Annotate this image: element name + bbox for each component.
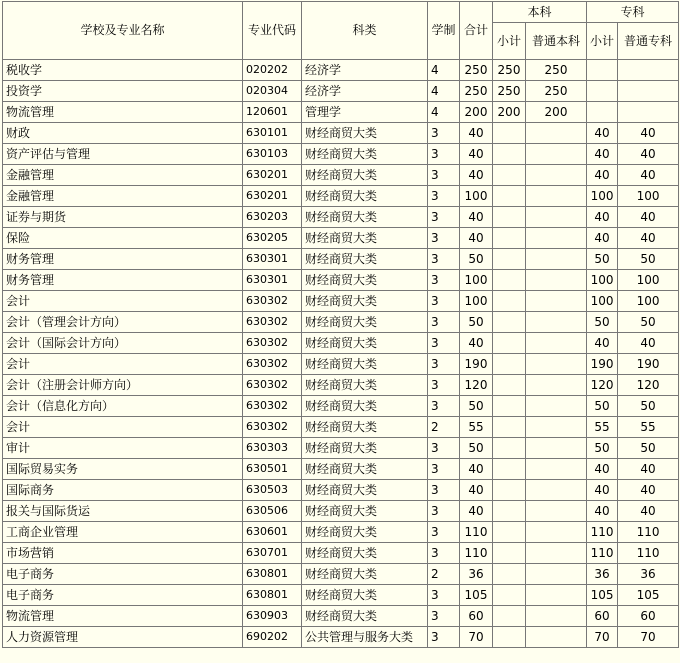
table-row bbox=[3, 543, 679, 564]
cell-total: 100 bbox=[460, 291, 493, 312]
cell-code: 630201 bbox=[243, 186, 302, 207]
cell-associate-regular: 40 bbox=[618, 207, 679, 228]
cell-bachelor-regular bbox=[526, 396, 587, 417]
table-row bbox=[3, 522, 679, 543]
cell-name: 物流管理 bbox=[3, 102, 243, 123]
cell-associate-subtotal bbox=[587, 102, 618, 123]
cell-duration: 3 bbox=[428, 438, 460, 459]
cell-bachelor-subtotal bbox=[493, 543, 526, 564]
cell-associate-regular: 40 bbox=[618, 228, 679, 249]
header-bachelor: 本科 bbox=[493, 2, 587, 23]
cell-associate-subtotal: 40 bbox=[587, 165, 618, 186]
cell-bachelor-subtotal bbox=[493, 627, 526, 648]
cell-duration: 3 bbox=[428, 228, 460, 249]
cell-bachelor-regular bbox=[526, 417, 587, 438]
cell-bachelor-subtotal bbox=[493, 228, 526, 249]
cell-name: 工商企业管理 bbox=[3, 522, 243, 543]
cell-bachelor-subtotal bbox=[493, 354, 526, 375]
cell-bachelor-regular bbox=[526, 249, 587, 270]
cell-total: 50 bbox=[460, 312, 493, 333]
cell-bachelor-subtotal bbox=[493, 564, 526, 585]
cell-bachelor-regular bbox=[526, 144, 587, 165]
cell-bachelor-subtotal: 200 bbox=[493, 102, 526, 123]
cell-duration: 3 bbox=[428, 606, 460, 627]
cell-total: 250 bbox=[460, 60, 493, 81]
cell-associate-subtotal: 40 bbox=[587, 207, 618, 228]
cell-category: 财经商贸大类 bbox=[302, 564, 428, 585]
cell-total: 250 bbox=[460, 81, 493, 102]
cell-code: 120601 bbox=[243, 102, 302, 123]
cell-bachelor-regular bbox=[526, 606, 587, 627]
cell-duration: 2 bbox=[428, 564, 460, 585]
table-row bbox=[3, 459, 679, 480]
cell-code: 020202 bbox=[243, 60, 302, 81]
cell-name: 证券与期货 bbox=[3, 207, 243, 228]
table-row bbox=[3, 102, 679, 123]
cell-associate-subtotal: 50 bbox=[587, 396, 618, 417]
cell-bachelor-subtotal bbox=[493, 270, 526, 291]
table-row bbox=[3, 312, 679, 333]
cell-total: 105 bbox=[460, 585, 493, 606]
cell-duration: 3 bbox=[428, 312, 460, 333]
cell-bachelor-subtotal bbox=[493, 165, 526, 186]
cell-associate-subtotal: 50 bbox=[587, 312, 618, 333]
cell-name: 会计 bbox=[3, 354, 243, 375]
cell-associate-regular: 36 bbox=[618, 564, 679, 585]
cell-name: 会计（国际会计方向） bbox=[3, 333, 243, 354]
cell-code: 630903 bbox=[243, 606, 302, 627]
table-row bbox=[3, 81, 679, 102]
table-row bbox=[3, 354, 679, 375]
cell-associate-subtotal: 105 bbox=[587, 585, 618, 606]
cell-code: 630201 bbox=[243, 165, 302, 186]
cell-category: 财经商贸大类 bbox=[302, 522, 428, 543]
cell-associate-regular bbox=[618, 60, 679, 81]
cell-total: 40 bbox=[460, 501, 493, 522]
cell-code: 630302 bbox=[243, 396, 302, 417]
cell-associate-subtotal: 55 bbox=[587, 417, 618, 438]
cell-associate-subtotal: 60 bbox=[587, 606, 618, 627]
cell-associate-regular: 100 bbox=[618, 270, 679, 291]
cell-category: 管理学 bbox=[302, 102, 428, 123]
cell-total: 100 bbox=[460, 186, 493, 207]
cell-duration: 3 bbox=[428, 333, 460, 354]
cell-bachelor-regular bbox=[526, 501, 587, 522]
cell-bachelor-regular bbox=[526, 480, 587, 501]
cell-total: 60 bbox=[460, 606, 493, 627]
cell-name: 会计 bbox=[3, 291, 243, 312]
cell-duration: 2 bbox=[428, 417, 460, 438]
cell-duration: 3 bbox=[428, 627, 460, 648]
table-row bbox=[3, 585, 679, 606]
cell-code: 630302 bbox=[243, 312, 302, 333]
table-row bbox=[3, 606, 679, 627]
cell-name: 会计（注册会计师方向） bbox=[3, 375, 243, 396]
cell-category: 财经商贸大类 bbox=[302, 396, 428, 417]
cell-total: 50 bbox=[460, 249, 493, 270]
cell-associate-regular: 55 bbox=[618, 417, 679, 438]
header-code: 专业代码 bbox=[243, 2, 302, 60]
cell-bachelor-regular bbox=[526, 585, 587, 606]
header-bachelor-regular: 普通本科 bbox=[526, 23, 587, 60]
cell-name: 资产评估与管理 bbox=[3, 144, 243, 165]
cell-duration: 3 bbox=[428, 144, 460, 165]
cell-code: 690202 bbox=[243, 627, 302, 648]
cell-bachelor-subtotal bbox=[493, 438, 526, 459]
cell-duration: 3 bbox=[428, 354, 460, 375]
cell-code: 630302 bbox=[243, 291, 302, 312]
cell-bachelor-subtotal bbox=[493, 123, 526, 144]
cell-category: 财经商贸大类 bbox=[302, 144, 428, 165]
cell-bachelor-regular bbox=[526, 207, 587, 228]
cell-code: 630503 bbox=[243, 480, 302, 501]
table-row bbox=[3, 249, 679, 270]
cell-category: 财经商贸大类 bbox=[302, 291, 428, 312]
cell-code: 630701 bbox=[243, 543, 302, 564]
cell-total: 40 bbox=[460, 228, 493, 249]
cell-associate-subtotal bbox=[587, 81, 618, 102]
table-row bbox=[3, 123, 679, 144]
cell-bachelor-regular bbox=[526, 291, 587, 312]
cell-associate-subtotal: 36 bbox=[587, 564, 618, 585]
cell-associate-subtotal: 120 bbox=[587, 375, 618, 396]
cell-associate-regular: 40 bbox=[618, 459, 679, 480]
table-row bbox=[3, 165, 679, 186]
cell-name: 会计（信息化方向） bbox=[3, 396, 243, 417]
cell-associate-regular: 40 bbox=[618, 123, 679, 144]
cell-category: 财经商贸大类 bbox=[302, 165, 428, 186]
cell-name: 市场营销 bbox=[3, 543, 243, 564]
cell-associate-subtotal: 50 bbox=[587, 249, 618, 270]
cell-associate-regular: 50 bbox=[618, 249, 679, 270]
cell-category: 财经商贸大类 bbox=[302, 543, 428, 564]
table-row bbox=[3, 333, 679, 354]
cell-category: 财经商贸大类 bbox=[302, 375, 428, 396]
cell-code: 630501 bbox=[243, 459, 302, 480]
cell-associate-subtotal: 100 bbox=[587, 270, 618, 291]
cell-category: 财经商贸大类 bbox=[302, 501, 428, 522]
cell-total: 120 bbox=[460, 375, 493, 396]
cell-associate-regular: 190 bbox=[618, 354, 679, 375]
cell-associate-subtotal: 40 bbox=[587, 123, 618, 144]
cell-name: 会计 bbox=[3, 417, 243, 438]
cell-bachelor-regular: 250 bbox=[526, 81, 587, 102]
cell-category: 财经商贸大类 bbox=[302, 123, 428, 144]
cell-associate-regular: 120 bbox=[618, 375, 679, 396]
cell-code: 630103 bbox=[243, 144, 302, 165]
cell-total: 40 bbox=[460, 123, 493, 144]
cell-total: 110 bbox=[460, 522, 493, 543]
cell-bachelor-regular bbox=[526, 375, 587, 396]
cell-code: 630506 bbox=[243, 501, 302, 522]
cell-duration: 3 bbox=[428, 543, 460, 564]
cell-code: 630601 bbox=[243, 522, 302, 543]
cell-associate-regular: 60 bbox=[618, 606, 679, 627]
cell-bachelor-regular bbox=[526, 165, 587, 186]
cell-associate-regular: 110 bbox=[618, 522, 679, 543]
cell-bachelor-subtotal bbox=[493, 606, 526, 627]
cell-bachelor-subtotal bbox=[493, 249, 526, 270]
cell-code: 630302 bbox=[243, 375, 302, 396]
cell-code: 630205 bbox=[243, 228, 302, 249]
cell-total: 55 bbox=[460, 417, 493, 438]
cell-total: 100 bbox=[460, 270, 493, 291]
cell-name: 金融管理 bbox=[3, 165, 243, 186]
cell-associate-regular: 40 bbox=[618, 501, 679, 522]
cell-category: 财经商贸大类 bbox=[302, 606, 428, 627]
cell-total: 40 bbox=[460, 480, 493, 501]
cell-duration: 3 bbox=[428, 249, 460, 270]
cell-name: 财务管理 bbox=[3, 249, 243, 270]
cell-duration: 4 bbox=[428, 102, 460, 123]
cell-duration: 3 bbox=[428, 459, 460, 480]
cell-category: 财经商贸大类 bbox=[302, 459, 428, 480]
cell-total: 36 bbox=[460, 564, 493, 585]
cell-associate-subtotal: 190 bbox=[587, 354, 618, 375]
cell-name: 会计（管理会计方向） bbox=[3, 312, 243, 333]
cell-associate-subtotal: 110 bbox=[587, 522, 618, 543]
cell-code: 630801 bbox=[243, 564, 302, 585]
cell-bachelor-regular bbox=[526, 354, 587, 375]
cell-name: 税收学 bbox=[3, 60, 243, 81]
cell-category: 财经商贸大类 bbox=[302, 333, 428, 354]
cell-duration: 3 bbox=[428, 501, 460, 522]
cell-name: 电子商务 bbox=[3, 585, 243, 606]
table-row bbox=[3, 627, 679, 648]
header-name: 学校及专业名称 bbox=[3, 2, 243, 60]
cell-name: 财政 bbox=[3, 123, 243, 144]
cell-code: 630801 bbox=[243, 585, 302, 606]
cell-bachelor-regular bbox=[526, 333, 587, 354]
cell-associate-regular: 50 bbox=[618, 396, 679, 417]
cell-category: 财经商贸大类 bbox=[302, 228, 428, 249]
cell-associate-regular bbox=[618, 81, 679, 102]
cell-name: 财务管理 bbox=[3, 270, 243, 291]
table-body bbox=[3, 60, 679, 648]
header-bachelor-subtotal: 小计 bbox=[493, 23, 526, 60]
header-associate-regular: 普通专科 bbox=[618, 23, 679, 60]
table-row bbox=[3, 207, 679, 228]
table-row bbox=[3, 186, 679, 207]
cell-category: 财经商贸大类 bbox=[302, 417, 428, 438]
cell-name: 保险 bbox=[3, 228, 243, 249]
cell-bachelor-regular: 250 bbox=[526, 60, 587, 81]
cell-bachelor-subtotal: 250 bbox=[493, 60, 526, 81]
cell-total: 50 bbox=[460, 396, 493, 417]
cell-code: 630302 bbox=[243, 354, 302, 375]
cell-bachelor-subtotal bbox=[493, 312, 526, 333]
cell-category: 财经商贸大类 bbox=[302, 354, 428, 375]
table-row bbox=[3, 375, 679, 396]
cell-duration: 3 bbox=[428, 480, 460, 501]
table-row bbox=[3, 60, 679, 81]
header-category: 科类 bbox=[302, 2, 428, 60]
cell-total: 40 bbox=[460, 459, 493, 480]
cell-name: 国际商务 bbox=[3, 480, 243, 501]
table-row bbox=[3, 438, 679, 459]
cell-associate-regular: 105 bbox=[618, 585, 679, 606]
cell-bachelor-subtotal bbox=[493, 585, 526, 606]
cell-category: 财经商贸大类 bbox=[302, 207, 428, 228]
cell-name: 国际贸易实务 bbox=[3, 459, 243, 480]
cell-total: 40 bbox=[460, 333, 493, 354]
cell-bachelor-subtotal bbox=[493, 333, 526, 354]
cell-duration: 4 bbox=[428, 81, 460, 102]
cell-category: 财经商贸大类 bbox=[302, 438, 428, 459]
cell-associate-regular: 40 bbox=[618, 333, 679, 354]
cell-total: 40 bbox=[460, 144, 493, 165]
cell-bachelor-regular bbox=[526, 522, 587, 543]
cell-code: 630302 bbox=[243, 417, 302, 438]
cell-category: 财经商贸大类 bbox=[302, 186, 428, 207]
cell-associate-regular: 40 bbox=[618, 165, 679, 186]
cell-associate-subtotal: 40 bbox=[587, 228, 618, 249]
cell-associate-subtotal: 100 bbox=[587, 186, 618, 207]
cell-bachelor-regular bbox=[526, 459, 587, 480]
header-duration: 学制 bbox=[428, 2, 460, 60]
cell-bachelor-regular bbox=[526, 123, 587, 144]
cell-associate-subtotal: 40 bbox=[587, 480, 618, 501]
cell-code: 630301 bbox=[243, 270, 302, 291]
cell-duration: 3 bbox=[428, 207, 460, 228]
cell-bachelor-subtotal bbox=[493, 459, 526, 480]
cell-category: 经济学 bbox=[302, 60, 428, 81]
cell-total: 40 bbox=[460, 165, 493, 186]
cell-bachelor-subtotal bbox=[493, 396, 526, 417]
table-row bbox=[3, 228, 679, 249]
cell-duration: 3 bbox=[428, 522, 460, 543]
table-row bbox=[3, 144, 679, 165]
cell-duration: 4 bbox=[428, 60, 460, 81]
cell-category: 财经商贸大类 bbox=[302, 312, 428, 333]
table-row bbox=[3, 417, 679, 438]
cell-bachelor-subtotal bbox=[493, 522, 526, 543]
cell-associate-subtotal: 110 bbox=[587, 543, 618, 564]
cell-bachelor-subtotal: 250 bbox=[493, 81, 526, 102]
table-row bbox=[3, 564, 679, 585]
cell-associate-subtotal: 70 bbox=[587, 627, 618, 648]
cell-total: 40 bbox=[460, 207, 493, 228]
cell-category: 财经商贸大类 bbox=[302, 585, 428, 606]
cell-name: 人力资源管理 bbox=[3, 627, 243, 648]
cell-associate-subtotal: 40 bbox=[587, 459, 618, 480]
cell-associate-subtotal: 100 bbox=[587, 291, 618, 312]
cell-total: 110 bbox=[460, 543, 493, 564]
cell-associate-regular: 50 bbox=[618, 312, 679, 333]
cell-bachelor-regular bbox=[526, 627, 587, 648]
cell-bachelor-subtotal bbox=[493, 501, 526, 522]
cell-bachelor-regular bbox=[526, 270, 587, 291]
cell-duration: 3 bbox=[428, 270, 460, 291]
cell-bachelor-subtotal bbox=[493, 480, 526, 501]
cell-category: 公共管理与服务大类 bbox=[302, 627, 428, 648]
cell-name: 物流管理 bbox=[3, 606, 243, 627]
cell-total: 70 bbox=[460, 627, 493, 648]
table-row bbox=[3, 396, 679, 417]
cell-associate-subtotal: 40 bbox=[587, 144, 618, 165]
cell-associate-subtotal: 40 bbox=[587, 501, 618, 522]
cell-bachelor-regular bbox=[526, 312, 587, 333]
cell-name: 报关与国际货运 bbox=[3, 501, 243, 522]
cell-associate-subtotal bbox=[587, 60, 618, 81]
header-associate: 专科 bbox=[587, 2, 679, 23]
cell-duration: 3 bbox=[428, 123, 460, 144]
cell-bachelor-subtotal bbox=[493, 144, 526, 165]
cell-code: 630301 bbox=[243, 249, 302, 270]
header-total: 合计 bbox=[460, 2, 493, 60]
cell-duration: 3 bbox=[428, 186, 460, 207]
cell-bachelor-subtotal bbox=[493, 207, 526, 228]
cell-bachelor-regular bbox=[526, 228, 587, 249]
cell-bachelor-regular bbox=[526, 564, 587, 585]
cell-bachelor-regular: 200 bbox=[526, 102, 587, 123]
cell-associate-regular: 40 bbox=[618, 144, 679, 165]
cell-total: 190 bbox=[460, 354, 493, 375]
cell-bachelor-regular bbox=[526, 186, 587, 207]
cell-associate-regular: 40 bbox=[618, 480, 679, 501]
cell-category: 财经商贸大类 bbox=[302, 270, 428, 291]
cell-code: 020304 bbox=[243, 81, 302, 102]
cell-bachelor-subtotal bbox=[493, 417, 526, 438]
cell-category: 财经商贸大类 bbox=[302, 249, 428, 270]
cell-bachelor-subtotal bbox=[493, 375, 526, 396]
cell-code: 630302 bbox=[243, 333, 302, 354]
cell-name: 审计 bbox=[3, 438, 243, 459]
cell-bachelor-regular bbox=[526, 438, 587, 459]
cell-associate-regular: 70 bbox=[618, 627, 679, 648]
table-row bbox=[3, 270, 679, 291]
cell-duration: 3 bbox=[428, 585, 460, 606]
cell-associate-regular: 50 bbox=[618, 438, 679, 459]
enrollment-plan-table bbox=[2, 1, 679, 648]
cell-name: 金融管理 bbox=[3, 186, 243, 207]
header-associate-subtotal: 小计 bbox=[587, 23, 618, 60]
cell-name: 投资学 bbox=[3, 81, 243, 102]
cell-duration: 3 bbox=[428, 375, 460, 396]
cell-associate-subtotal: 40 bbox=[587, 333, 618, 354]
cell-bachelor-subtotal bbox=[493, 186, 526, 207]
cell-associate-regular bbox=[618, 102, 679, 123]
cell-duration: 3 bbox=[428, 165, 460, 186]
cell-associate-regular: 100 bbox=[618, 291, 679, 312]
cell-duration: 3 bbox=[428, 291, 460, 312]
cell-code: 630101 bbox=[243, 123, 302, 144]
cell-code: 630203 bbox=[243, 207, 302, 228]
cell-code: 630303 bbox=[243, 438, 302, 459]
table-row bbox=[3, 291, 679, 312]
table-row bbox=[3, 480, 679, 501]
cell-category: 财经商贸大类 bbox=[302, 480, 428, 501]
cell-bachelor-subtotal bbox=[493, 291, 526, 312]
cell-total: 200 bbox=[460, 102, 493, 123]
table-row bbox=[3, 501, 679, 522]
cell-associate-subtotal: 50 bbox=[587, 438, 618, 459]
cell-duration: 3 bbox=[428, 396, 460, 417]
cell-name: 电子商务 bbox=[3, 564, 243, 585]
cell-associate-regular: 100 bbox=[618, 186, 679, 207]
cell-category: 经济学 bbox=[302, 81, 428, 102]
cell-total: 50 bbox=[460, 438, 493, 459]
cell-bachelor-regular bbox=[526, 543, 587, 564]
cell-associate-regular: 110 bbox=[618, 543, 679, 564]
